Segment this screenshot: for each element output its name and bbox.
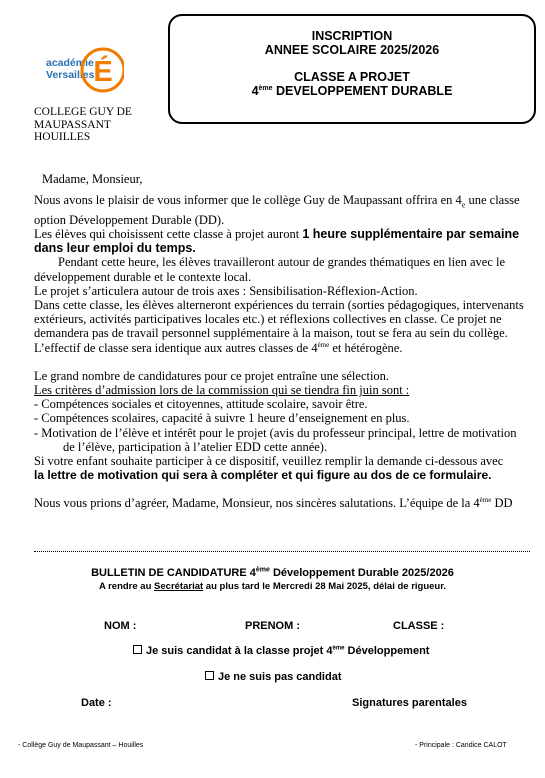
header-annee: ANNEE SCOLAIRE 2025/2026: [264, 43, 440, 57]
prenom-field[interactable]: PRENOM :: [245, 620, 300, 632]
logo-letter: É: [93, 56, 113, 88]
paragraph-selection: Le grand nombre de candidatures pour ce projet entraîne une sélection.: [34, 368, 390, 383]
paragraph-axes: Le projet s’articulera autour de trois axes : Sensibilisation-Réflexion-Action.: [34, 283, 418, 298]
checkbox-non-candidat[interactable]: [205, 671, 214, 680]
paragraph-hours: Les élèves qui choisissent cette classe à projet auront 1 heure supplémentaire par semaine dans leur emploi du temps.: [34, 226, 520, 256]
bulletin-title: BULLETIN DE CANDIDATURE 4ème Développement Durable 2025/2026 A rendre au Secrétariat au plus tard le Mercredi 28 Mai 2025, délai de rigueur.: [0, 567, 545, 593]
header-classe: CLASSE A PROJET: [294, 70, 410, 84]
academie-versailles-logo: [42, 44, 124, 96]
header-niveau: 4ème DEVELOPPEMENT DURABLE: [251, 84, 453, 98]
date-field[interactable]: Date :: [81, 697, 112, 709]
option-non-candidat[interactable]: Je ne suis pas candidat: [205, 671, 342, 683]
bulletin-deadline: A rendre au Secrétariat au plus tard le Mercredi 28 Mai 2025, délai de rigueur.: [98, 581, 447, 592]
letter-body: [34, 193, 540, 511]
paragraph-closing: Nous vous prions d’agréer, Madame, Monsieur, nos sincères salutations. L’équipe de la 4ème DD: [34, 496, 513, 511]
paragraph-criteria-title: Les critères d’admission lors de la commission qui se tiendra fin juin sont :: [34, 382, 410, 397]
logo-line2: Versailles: [46, 69, 95, 81]
school-name: COLLEGE GUY DE MAUPASSANT HOUILLES: [34, 106, 132, 143]
criteria-item-cont: de l’élève, participation à l’atelier EDD cette année).: [63, 439, 328, 454]
footer-left: - Collège Guy de Maupassant – Houilles: [18, 742, 144, 749]
checkbox-candidat[interactable]: [133, 645, 142, 654]
header-inscription: INSCRIPTION: [311, 29, 393, 43]
paragraph-effectif: L’effectif de classe sera identique aux autres classes de 4ème et hétérogène.: [34, 340, 403, 355]
option-candidat[interactable]: Je suis candidat à la classe projet 4ème Développement: [133, 645, 429, 657]
letter-greeting: Madame, Monsieur,: [42, 172, 143, 186]
classe-field[interactable]: CLASSE :: [393, 620, 445, 632]
criteria-item: - Motivation de l’élève et intérêt pour le projet (avis du professeur principal, lettre de motivation: [34, 425, 517, 440]
cut-line: [34, 551, 530, 552]
header-box: [168, 14, 536, 124]
paragraph-instructions: Si votre enfant souhaite participer à ce dispositif, veuillez remplir la demande ci-dessous avec: [34, 453, 504, 468]
logo-line1: académie: [46, 57, 94, 69]
paragraph-offer: Nous avons le plaisir de vous informer que le collège Guy de Maupassant offrira en $4_e$ une classe option Développement Durable (DD).: [34, 193, 520, 227]
nom-field[interactable]: NOM :: [104, 620, 137, 632]
paragraph-themes: Pendant cette heure, les élèves travailleront autour de grandes thématiques en lien avec le développement durable et le contexte local.: [34, 255, 506, 284]
paragraph-class: Dans cette classe, les élèves alterneront expériences du terrain (sorties pédagogiques, intervenants extérieurs, activités participatives locales etc.) et réflexions collectives en classe. Ce projet ne demandera pas de travail personnel supplémentaire à la maison, tout se fera au sein du collège.: [34, 297, 524, 341]
paragraph-instructions-bold: la lettre de motivation qui sera à compléter et qui figure au dos de ce formulaire.: [34, 468, 492, 483]
criteria-item: - Compétences scolaires, capacité à suivre 1 heure d’enseignement en plus.: [34, 411, 410, 426]
footer-right: - Principale : Candice CALOT: [415, 742, 507, 749]
signatures-field[interactable]: Signatures parentales: [352, 697, 467, 709]
criteria-item: - Compétences sociales et citoyennes, attitude scolaire, savoir être.: [34, 397, 368, 412]
